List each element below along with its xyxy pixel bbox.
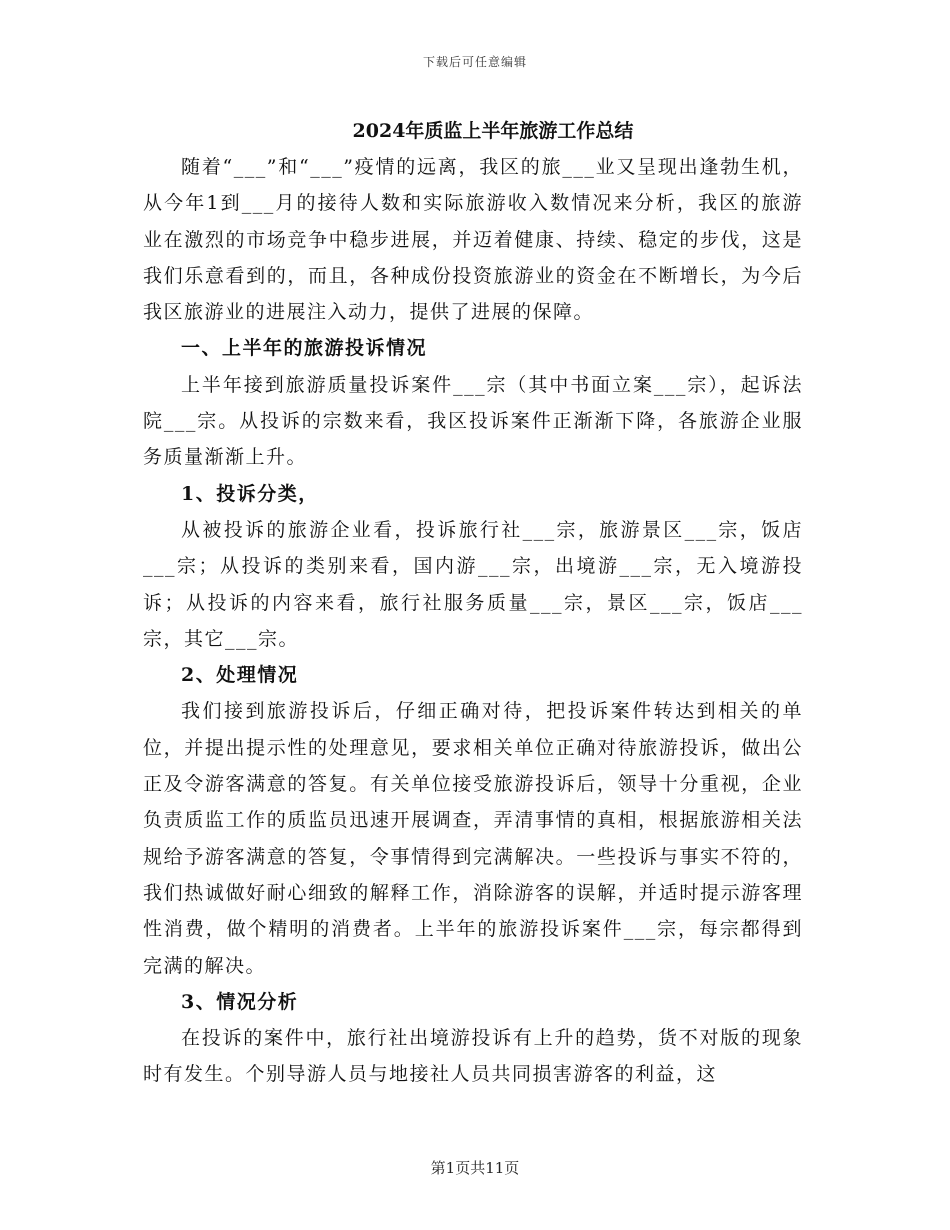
sub2-paragraph: 我们接到旅游投诉后，仔细正确对待，把投诉案件转达到相关的单位，并提出提示性的处理意见，要求相关单位正确对待旅游投诉，做出公正及令游客满意的答复。有关单位接受旅游投诉后，领导十分重视，企业负责质监工作的质监员迅速开展调查，弄清事情的真相，根据旅游相关法规给予游客满意的答复，令事情得到完满解决。一些投诉与事实不符的，我们热诚做好耐心细致的解释工作，消除游客的误解，并适时提示游客理性消费，做个精明的消费者。上半年的旅游投诉案件___宗，每宗都得到完满的解决。 (143, 700, 803, 977)
document-title: 2024年质监上半年旅游工作总结 (352, 120, 634, 142)
sub1-heading: 1、投诉分类， (181, 482, 319, 505)
sub1-paragraph: 从被投诉的旅游企业看，投诉旅行社___宗，旅游景区___宗，饭店___宗；从投诉的类别来看，国内游___宗，出境游___宗，无入境游投诉；从投诉的内容来看，旅行社服务质量___宗，景区___宗，饭店___宗，其它___宗。 (143, 518, 803, 650)
document-body (143, 113, 803, 1093)
header-note: 下载后可任意编辑 (422, 55, 527, 69)
sub2-heading: 2、处理情况 (181, 664, 299, 687)
section1-paragraph: 上半年接到旅游质量投诉案件___宗（其中书面立案___宗），起诉法院___宗。从投诉的宗数来看，我区投诉案件正渐渐下降，各旅游企业服务质量渐渐上升。 (143, 373, 803, 469)
sub3-heading: 3、情况分析 (181, 990, 299, 1013)
section1-heading: 一、上半年的旅游投诉情况 (181, 337, 428, 360)
intro-paragraph: 随着“___”和“___”疫情的远离，我区的旅___业又呈现出逢勃生机，从今年1到___月的接待人数和实际旅游收入数情况来分析，我区的旅游业在激烈的市场竞争中稳步进展，并迈着健康、持续、稳定的步伐，这是我们乐意看到的，而且，各种成份投资旅游业的资金在不断增长，为今后我区旅游业的进展注入动力，提供了进展的保障。 (143, 156, 803, 324)
sub3-paragraph: 在投诉的案件中，旅行社出境游投诉有上升的趋势，货不对版的现象时有发生。个别导游人员与地接社人员共同损害游客的利益，这 (143, 1027, 803, 1086)
page-number: 第1页共11页 (430, 1159, 520, 1177)
